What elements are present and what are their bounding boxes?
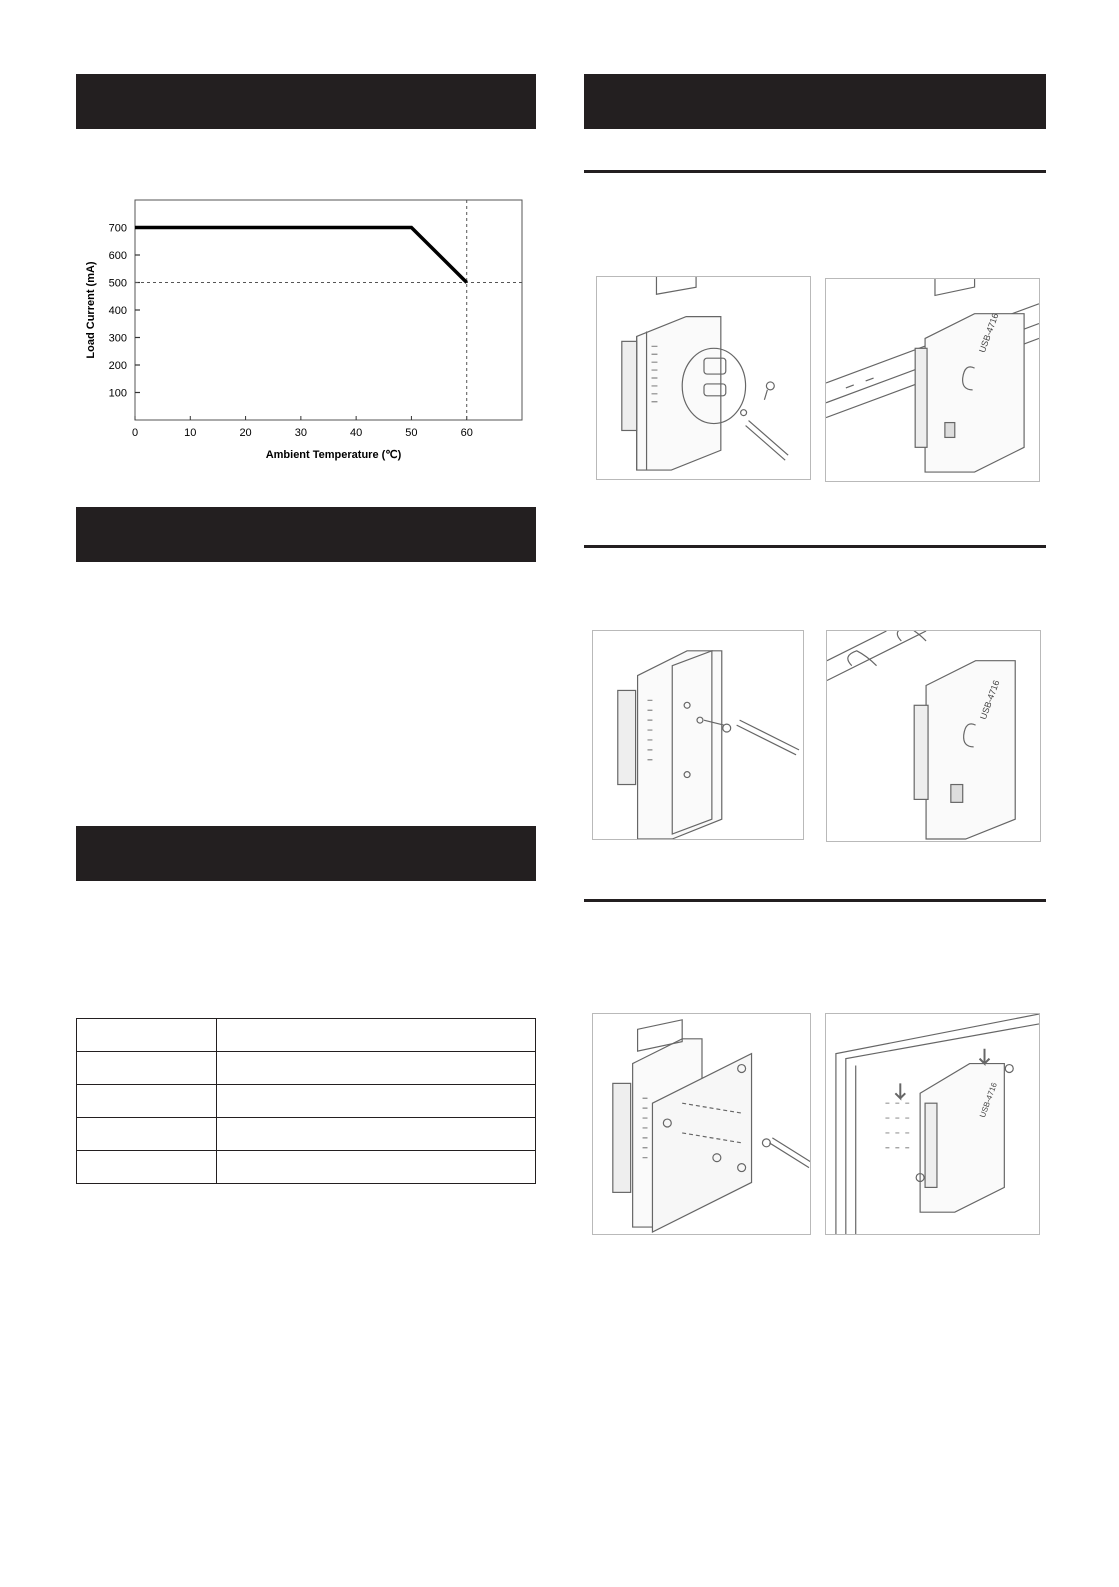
x-tick-label: 60 [460,427,473,439]
table-cell [77,1118,217,1151]
y-tick-label: 400 [108,305,127,317]
plot-area [109,200,522,439]
wall-mount-bracket-attach-illustration [592,630,804,840]
table-row [77,1085,536,1118]
section-header-bar [76,507,536,562]
table-cell [77,1085,217,1118]
table-row [77,1151,536,1184]
x-tick-label: 10 [184,427,197,439]
x-tick-label: 30 [294,427,307,439]
table-cell [217,1019,536,1052]
panel-mount-bracket-attach-illustration [592,1013,811,1235]
y-tick-label: 500 [108,277,127,290]
x-tick-label: 0 [131,427,139,439]
table-cell [217,1052,536,1085]
table-cell [217,1118,536,1151]
table-row [77,1052,536,1085]
derating-chart [80,195,535,470]
section-header-bar [584,74,1046,129]
product-mark: USB-4716 [976,311,1001,354]
table-cell [77,1052,217,1085]
y-tick-label: 700 [108,222,127,235]
plot-frame [135,200,522,420]
subsection-rule [584,545,1046,548]
panel-mounted-illustration [825,1013,1040,1235]
table-row [77,1019,536,1052]
section-header-bar [76,74,536,129]
wall-mounted-illustration [826,630,1041,842]
load-current-line [135,228,467,283]
product-mark: USB-4716 [977,678,1002,721]
section-header-bar [76,826,536,881]
x-tick-label: 20 [239,427,252,439]
x-tick-label: 50 [405,427,418,439]
y-axis-label: Load Current (mA) [85,261,97,359]
din-rail-bracket-attach-illustration [596,276,811,480]
subsection-rule [584,899,1046,902]
table-cell [217,1085,536,1118]
table-cell [77,1151,217,1184]
y-tick-label: 100 [108,387,127,400]
din-rail-mounted-illustration [825,278,1040,482]
x-tick-label: 40 [350,427,363,439]
spec-table [76,1018,536,1184]
product-mark: USB-4716 [977,1081,999,1119]
subsection-rule [584,170,1046,173]
y-tick-label: 600 [108,250,127,262]
y-tick-label: 200 [108,360,127,372]
y-tick-label: 300 [108,332,127,345]
table-cell [77,1019,217,1052]
table-row [77,1118,536,1151]
table-cell [217,1151,536,1184]
x-axis-label: Ambient Temperature (℃) [265,449,402,461]
